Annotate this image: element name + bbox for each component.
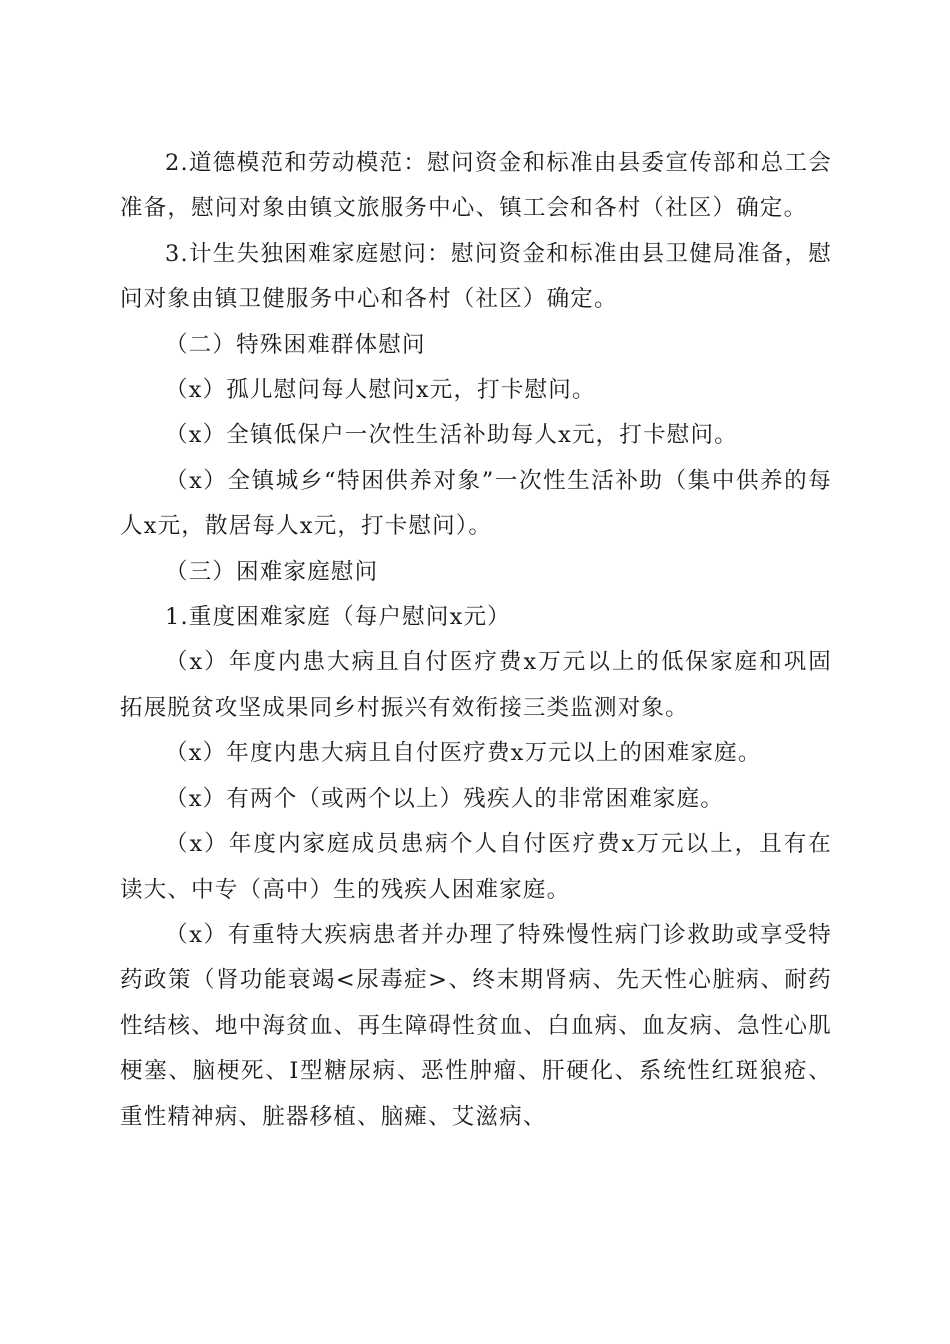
paragraph-orphans: （x）孤儿慰问每人慰问x元，打卡慰问。 bbox=[165, 377, 596, 404]
paragraph-moral-labor-models: 2.道德模范和劳动模范：慰问资金和标准由县委宣传部和总工会准备，慰问对象由镇文旅服务中心、镇工会和各村（社区）确定。 bbox=[120, 150, 832, 222]
paragraph-special-support: （x）全镇城乡“特困供养对象”一次性生活补助（集中供养的每人x元，散居每人x元，打卡慰问）。 bbox=[120, 467, 832, 540]
paragraph-item-serious-illness-low-income: （x）年度内患大病且自付医疗费x万元以上的低保家庭和巩固拓展脱贫攻坚成果同乡村振兴有效衔接三类监测对象。 bbox=[120, 649, 832, 721]
section-heading-special-groups: （二）特殊困难群体慰问 bbox=[165, 331, 426, 358]
paragraph-item-students: （x）年度内家庭成员患病个人自付医疗费x万元以上，且有在读大、中专（高中）生的残疾人困难家庭。 bbox=[120, 831, 832, 903]
paragraph-item-major-diseases: （x）有重特大疾病患者并办理了特殊慢性病门诊救助或享受特药政策（肾功能衰竭<尿毒症>、终末期肾病、先天性心脏病、耐药性结核、地中海贫血、再生障碍性贫血、白血病、血友病、急性心肌梗塞、脑梗死、I型糖尿病、恶性肿瘤、肝硬化、系统性红斑狼疮、重性精神病、脏器移植、脑瘫、艾滋病、 bbox=[120, 921, 832, 1130]
paragraph-item-two-disabled: （x）有两个（或两个以上）残疾人的非常困难家庭。 bbox=[165, 785, 724, 812]
paragraph-severe-difficulty: 1.重度困难家庭（每户慰问x元） bbox=[165, 604, 511, 631]
paragraph-low-income: （x）全镇低保户一次性生活补助每人x元，打卡慰问。 bbox=[165, 422, 738, 449]
paragraph-item-serious-illness: （x）年度内患大病且自付医疗费x万元以上的困难家庭。 bbox=[165, 740, 762, 767]
paragraph-family-planning: 3.计生失独困难家庭慰问：慰问资金和标准由县卫健局准备，慰问对象由镇卫健服务中心和各村（社区）确定。 bbox=[120, 240, 832, 313]
section-heading-difficult-families: （三）困难家庭慰问 bbox=[165, 558, 379, 585]
document-body bbox=[120, 141, 832, 1140]
